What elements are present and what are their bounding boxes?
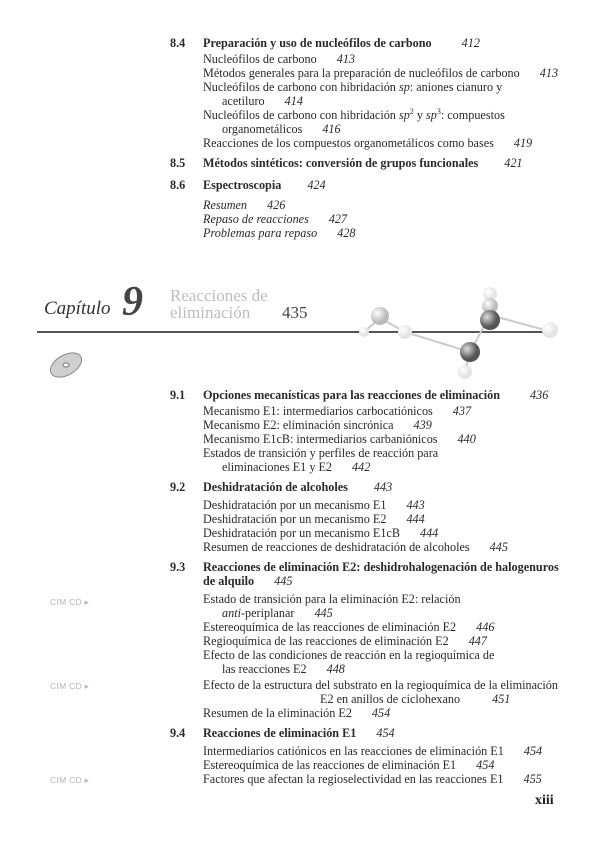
entry-text: Nucleófilos de carbono con hibridación xyxy=(203,80,399,94)
section-title: Reacciones de eliminación E2: deshidrohalogenación de halogenuros xyxy=(203,560,559,574)
toc-entry-continuation xyxy=(320,692,510,706)
section-title-text: Reacciones de eliminación E1 xyxy=(203,726,357,740)
entry-text: Problemas para repaso xyxy=(203,226,318,240)
entry-text: Reacciones de los compuestos organometálicos como bases xyxy=(203,136,494,150)
page-number: 439 xyxy=(413,418,432,432)
section-title-text: Deshidratación de alcoholes xyxy=(203,480,348,494)
page-number: 444 xyxy=(406,512,425,526)
entry-italic: anti xyxy=(222,606,241,620)
entry-text: Repaso de reacciones xyxy=(203,212,309,226)
toc-entry xyxy=(203,404,471,418)
chapter-label: Capítulo xyxy=(44,298,111,319)
page-number: 426 xyxy=(267,198,286,212)
toc-entry: Estado de transición para la eliminación E2: relación xyxy=(203,592,461,606)
chapter-title xyxy=(170,287,268,321)
toc-entry xyxy=(203,136,532,150)
entry-text: Métodos generales para la preparación de nucleófilos de carbono xyxy=(203,66,520,80)
section-title-text: Espectroscopia xyxy=(203,178,282,192)
section-title xyxy=(203,36,480,50)
toc-entry xyxy=(203,758,494,772)
toc-entry xyxy=(203,512,425,526)
entry-text: Deshidratación por un mecanismo E1 xyxy=(203,498,387,512)
toc-entry xyxy=(203,108,505,122)
cim-cd-marker: CIM CD ▸ xyxy=(50,775,90,785)
cim-cd-marker: CIM CD ▸ xyxy=(50,681,90,691)
entry-text: y xyxy=(413,108,426,122)
page-number: 442 xyxy=(352,460,371,474)
toc-entry xyxy=(203,226,355,240)
section-title-text: Preparación y uso de nucleófilos de carbono xyxy=(203,36,432,50)
toc-entry xyxy=(203,634,487,648)
page-number: 416 xyxy=(322,122,341,136)
section-title-text: Opciones mecanísticas para las reacciones de eliminación xyxy=(203,388,500,402)
entry-text: Mecanismo E1: intermediarios carbocatiónicos xyxy=(203,404,433,418)
toc-entry-continuation xyxy=(222,662,345,676)
entry-text: Deshidratación por un mecanismo E2 xyxy=(203,512,387,526)
toc-entry: Efecto de la estructura del substrato en la regioquímica de la eliminación xyxy=(203,678,558,692)
superscript: 3 xyxy=(436,106,441,116)
entry-text: organometálicos xyxy=(222,122,303,136)
toc-entry xyxy=(203,80,502,94)
entry-italic: sp xyxy=(425,108,437,122)
page-number: 445 xyxy=(274,574,293,588)
page-number: 413 xyxy=(336,52,355,66)
page-folio: xiii xyxy=(535,793,554,808)
section-number: 9.4 xyxy=(170,726,186,740)
toc-entry xyxy=(203,198,285,212)
page-number: 419 xyxy=(513,136,533,150)
entry-text: las reacciones E2 xyxy=(222,662,307,676)
section-title xyxy=(203,726,395,740)
section-number: 9.3 xyxy=(170,560,186,574)
entry-text: Factores que afectan la regioselectividad en las reacciones E1 xyxy=(203,772,504,786)
page-number: 413 xyxy=(539,66,559,80)
entry-text: Resumen de la eliminación E2 xyxy=(203,706,352,720)
toc-entry xyxy=(203,432,476,446)
toc-entry xyxy=(203,540,508,554)
entry-text: : compuestos xyxy=(440,108,505,122)
entry-text: acetiluro xyxy=(222,94,265,108)
page-number: 414 xyxy=(284,94,303,108)
entry-text: Deshidratación por un mecanismo E1cB xyxy=(203,526,400,540)
toc-entry xyxy=(203,52,355,66)
entry-text: Intermediarios catiónicos en las reacciones de eliminación E1 xyxy=(203,744,504,758)
page-number: 448 xyxy=(326,662,345,676)
toc-entry xyxy=(203,744,542,758)
page-number: 445 xyxy=(489,540,508,554)
section-title xyxy=(203,178,326,192)
page-number: 446 xyxy=(476,620,495,634)
entry-text: Nucleófilos de carbono con hibridación xyxy=(203,108,399,122)
toc-entry-continuation xyxy=(222,94,303,108)
entry-italic: sp xyxy=(398,108,410,122)
entry-text: Resumen de reacciones de deshidratación de alcoholes xyxy=(203,540,470,554)
chapter-page: 435 xyxy=(282,303,308,322)
section-number: 8.5 xyxy=(170,156,186,170)
entry-text: Regioquímica de las reacciones de eliminación E2 xyxy=(203,634,449,648)
page-number: 455 xyxy=(523,772,542,786)
page-number: 454 xyxy=(476,758,495,772)
section-title-continuation xyxy=(203,574,292,588)
page-number: 421 xyxy=(504,156,523,170)
toc-entry xyxy=(203,772,542,786)
cim-cd-marker: CIM CD ▸ xyxy=(50,597,90,607)
toc-entry xyxy=(203,212,347,226)
page-number: 444 xyxy=(419,526,439,540)
page-number: 424 xyxy=(307,178,326,192)
toc-entry xyxy=(203,498,425,512)
entry-text: Estereoquímica de las reacciones de eliminación E1 xyxy=(203,758,457,772)
toc-entry xyxy=(203,66,558,80)
superscript: 2 xyxy=(409,106,414,116)
section-title xyxy=(203,388,548,402)
section-number: 9.1 xyxy=(170,388,186,402)
section-title xyxy=(203,156,523,170)
page-number: 443 xyxy=(373,480,393,494)
entry-text: eliminaciones E1 y E2 xyxy=(222,460,332,474)
toc-entry: Efecto de las condiciones de reacción en la regioquímica de xyxy=(203,648,495,662)
section-number: 9.2 xyxy=(170,480,186,494)
page-number: 428 xyxy=(337,226,356,240)
entry-text: -periplanar xyxy=(240,606,295,620)
entry-text: Mecanismo E1cB: intermediarios carbaniónicos xyxy=(203,432,438,446)
page-number: 454 xyxy=(371,706,391,720)
chapter-number: 9 xyxy=(122,279,143,325)
cd-icon xyxy=(48,350,84,380)
toc-entry-continuation xyxy=(222,460,370,474)
page-number: 427 xyxy=(328,212,348,226)
entry-text: Nucleófilos de carbono xyxy=(203,52,317,66)
page-number: 443 xyxy=(406,498,425,512)
page-number: 437 xyxy=(452,404,472,418)
toc-entry-continuation xyxy=(222,122,341,136)
toc-entry: Estados de transición y perfiles de reacción para xyxy=(203,446,439,460)
toc-entry-continuation xyxy=(222,606,333,620)
page-number: 412 xyxy=(461,36,480,50)
entry-text: Resumen xyxy=(203,198,247,212)
section-number: 8.4 xyxy=(170,36,186,50)
entry-text: E2 en anillos de ciclohexano xyxy=(320,692,461,706)
page-number: 445 xyxy=(314,606,333,620)
section-number: 8.6 xyxy=(170,178,186,192)
toc-entry xyxy=(203,418,432,432)
section-title-text: de alquilo xyxy=(203,574,255,588)
chapter-title-line: Reacciones de xyxy=(170,286,268,305)
entry-text: : aniones cianuro y xyxy=(409,80,503,94)
page-number: 440 xyxy=(457,432,476,446)
page-number: 454 xyxy=(523,744,543,758)
chapter-title-line: eliminación xyxy=(170,303,251,322)
toc-entry xyxy=(203,620,494,634)
entry-text: Estereoquímica de las reacciones de eliminación E2 xyxy=(203,620,457,634)
page-number: 451 xyxy=(492,692,511,706)
entry-italic: sp xyxy=(398,80,410,94)
page-number: 454 xyxy=(376,726,395,740)
toc-entry xyxy=(203,526,438,540)
page-number: 436 xyxy=(530,388,549,402)
page-number: 447 xyxy=(468,634,487,648)
section-title xyxy=(203,480,392,494)
molecule-illustration-icon xyxy=(320,280,580,380)
toc-entry xyxy=(203,706,390,720)
entry-text: Mecanismo E2: eliminación sincrónica xyxy=(203,418,394,432)
section-title-text: Métodos sintéticos: conversión de grupos funcionales xyxy=(203,156,479,170)
